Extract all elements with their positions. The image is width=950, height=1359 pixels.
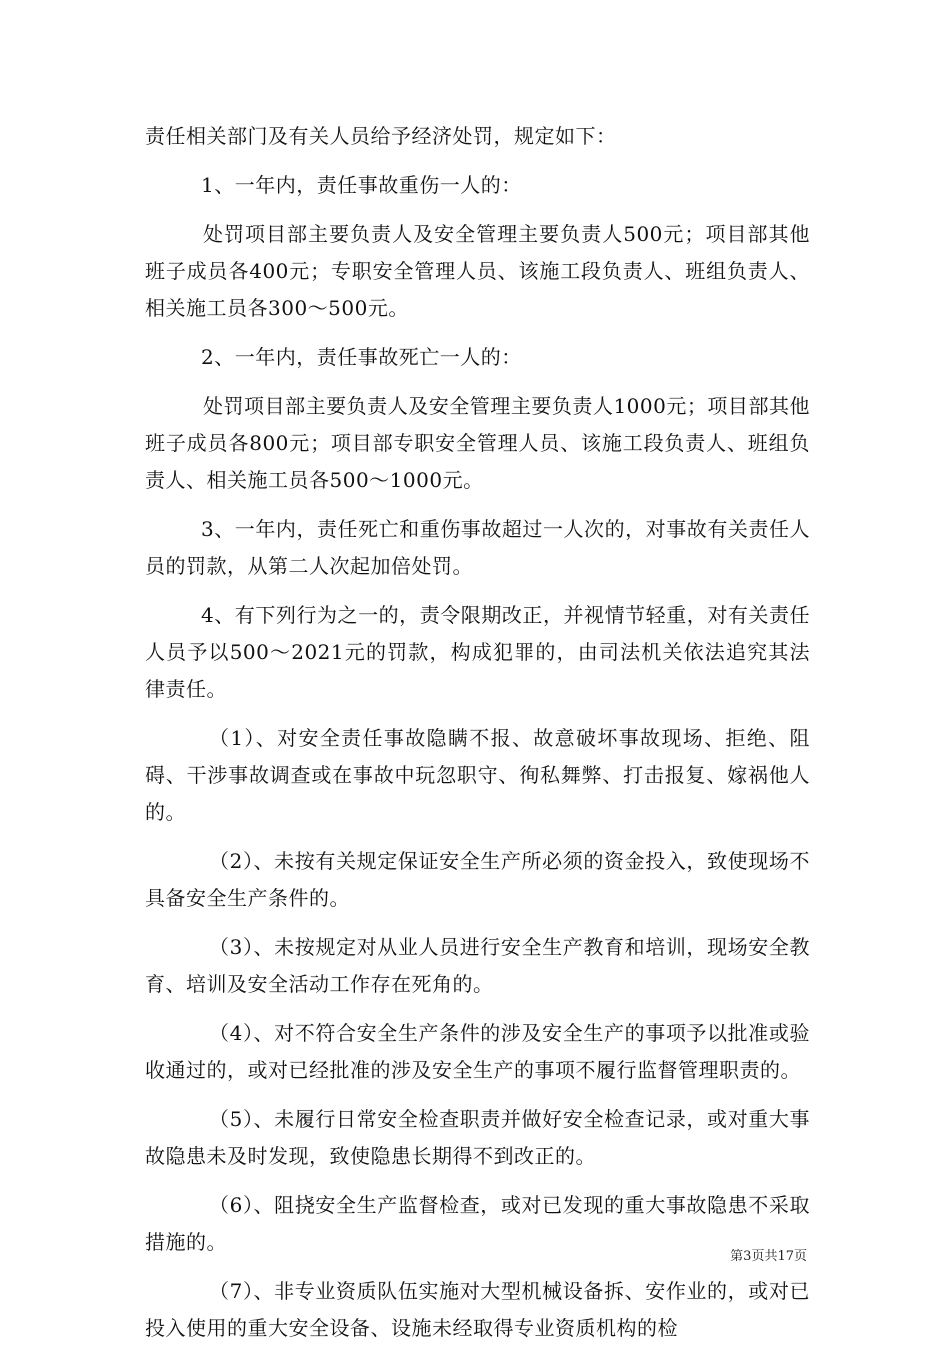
clause-2-penalty: 处罚项目部主要负责人及安全管理主要负责人1000元；项目部其他班子成员各800元；项目部专职安全管理人员、该施工段负责人、班组负责人、相关施工员各500～1000元。 <box>145 394 810 492</box>
clause-1-penalty: 处罚项目部主要负责人及安全管理主要负责人500元；项目部其他班子成员各400元；专职安全管理人员、该施工段负责人、班组负责人、相关施工员各300～500元。 <box>145 222 810 320</box>
clause-4-item-7: （7）、非专业资质队伍实施对大型机械设备拆、安作业的，或对已投入使用的重大安全设备、设施未经取得专业资质机构的检 <box>145 1279 810 1340</box>
clause-4-item-6: （6）、阻挠安全生产监督检查，或对已发现的重大事故隐患不采取措施的。 <box>145 1193 810 1254</box>
clause-4-item-4: （4）、对不符合安全生产条件的涉及安全生产的事项予以批准或验收通过的，或对已经批准的涉及安全生产的事项不履行监督管理职责的。 <box>145 1021 810 1082</box>
clause-4-item-5: （5）、未履行日常安全检查职责并做好安全检查记录，或对重大事故隐患未及时发现，致使隐患长期得不到改正的。 <box>145 1107 810 1168</box>
clause-1-heading: 1、一年内，责任事故重伤一人的： <box>201 173 522 197</box>
clause-3: 3、一年内，责任死亡和重伤事故超过一人次的，对事故有关责任人员的罚款，从第二人次起加倍处罚。 <box>145 517 810 578</box>
clause-2-heading: 2、一年内，责任事故死亡一人的： <box>201 345 522 369</box>
paragraph-continuation: 责任相关部门及有关人员给予经济处罚，规定如下： <box>145 124 617 148</box>
clause-4: 4、有下列行为之一的，责令限期改正，并视情节轻重，对有关责任人员予以500～2021元的罚款，构成犯罪的，由司法机关依法追究其法律责任。 <box>145 603 810 701</box>
page-number: 第3页共17页 <box>730 1249 807 1264</box>
clause-4-item-1: （1）、对安全责任事故隐瞒不报、故意破坏事故现场、拒绝、阻碍、干涉事故调查或在事故中玩忽职守、徇私舞弊、打击报复、嫁祸他人的。 <box>145 726 810 824</box>
clause-4-item-3: （3）、未按规定对从业人员进行安全生产教育和培训，现场安全教育、培训及安全活动工作存在死角的。 <box>145 935 810 996</box>
document-body <box>145 118 810 1359</box>
clause-4-item-2: （2）、未按有关规定保证安全生产所必须的资金投入，致使现场不具备安全生产条件的。 <box>145 849 810 910</box>
